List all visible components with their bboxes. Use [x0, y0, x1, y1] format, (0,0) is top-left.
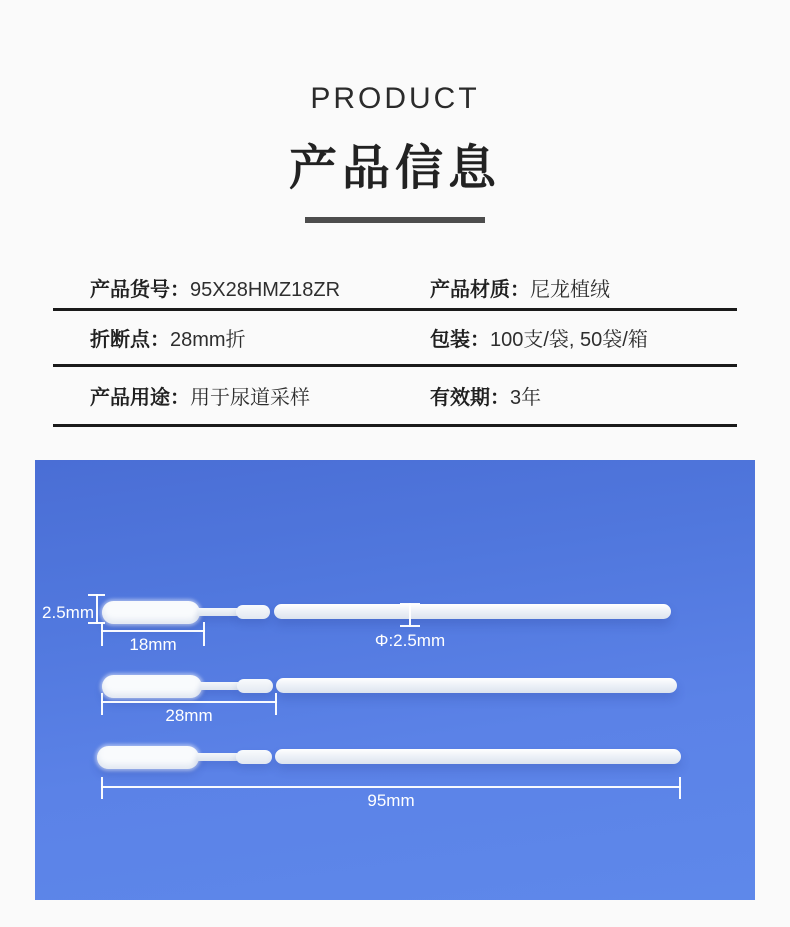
spec-label: 产品材质：: [430, 279, 530, 301]
swab-shaft: [275, 749, 681, 764]
swab-neck: [197, 753, 237, 761]
spec-value: 28mm折: [170, 329, 246, 351]
dimension-label-break-length: 28mm: [165, 706, 213, 725]
spec-label: 产品用途：: [90, 387, 190, 409]
dimension-label-shaft-diameter: Φ:2.5mm: [374, 631, 446, 650]
spec-value: 100支/袋, 50袋/箱: [490, 329, 648, 351]
table-row: [53, 367, 737, 427]
swab-breakpoint-segment: [236, 750, 272, 764]
spec-value: 用于尿道采样: [190, 387, 310, 409]
dimension-line: [101, 786, 681, 788]
spec-value: 尼龙植绒: [530, 279, 610, 301]
spec-label: 包装：: [430, 329, 490, 351]
dimension-line: [101, 701, 277, 703]
dimension-label-tip-length: 18mm: [129, 635, 177, 654]
dimension-label-total-length: 95mm: [367, 791, 415, 810]
product-photo-panel: [35, 460, 755, 900]
spec-cell-break-point: [53, 323, 430, 352]
table-row: [53, 311, 737, 367]
dimension-tick: [400, 625, 420, 627]
header-eyebrow: PRODUCT: [310, 82, 480, 115]
swab-flocked-tip: [97, 746, 199, 769]
spec-cell-shelf-life: [430, 381, 737, 410]
page-header: [0, 0, 790, 223]
spec-table: [53, 267, 737, 427]
spec-label: 产品货号：: [90, 279, 190, 301]
spec-cell-packaging: [430, 323, 737, 352]
spec-cell-usage: [53, 381, 430, 410]
spec-value: 3年: [510, 387, 542, 409]
dimension-line: [409, 603, 411, 627]
dimension-label-tip-width: 2.5mm: [42, 603, 94, 622]
spec-cell-product-code: [53, 273, 430, 302]
swab-neck: [200, 682, 238, 690]
spec-label: 折断点：: [90, 329, 170, 351]
dimension-line: [96, 594, 98, 624]
swab-breakpoint-segment: [237, 679, 273, 693]
swab-flocked-tip: [102, 675, 202, 698]
swab-shaft: [276, 678, 677, 693]
page-title: 产品信息: [288, 142, 501, 195]
spec-cell-material: [430, 273, 737, 302]
spec-value: 95X28HMZ18ZR: [190, 279, 341, 301]
spec-label: 有效期：: [430, 387, 510, 409]
title-underline-bar: [305, 217, 485, 223]
swab-flocked-tip: [102, 601, 200, 624]
dimension-line: [101, 630, 205, 632]
table-row: [53, 267, 737, 311]
swab-neck: [198, 608, 237, 616]
swab-breakpoint-segment: [236, 605, 270, 619]
swab-shaft: [274, 604, 671, 619]
